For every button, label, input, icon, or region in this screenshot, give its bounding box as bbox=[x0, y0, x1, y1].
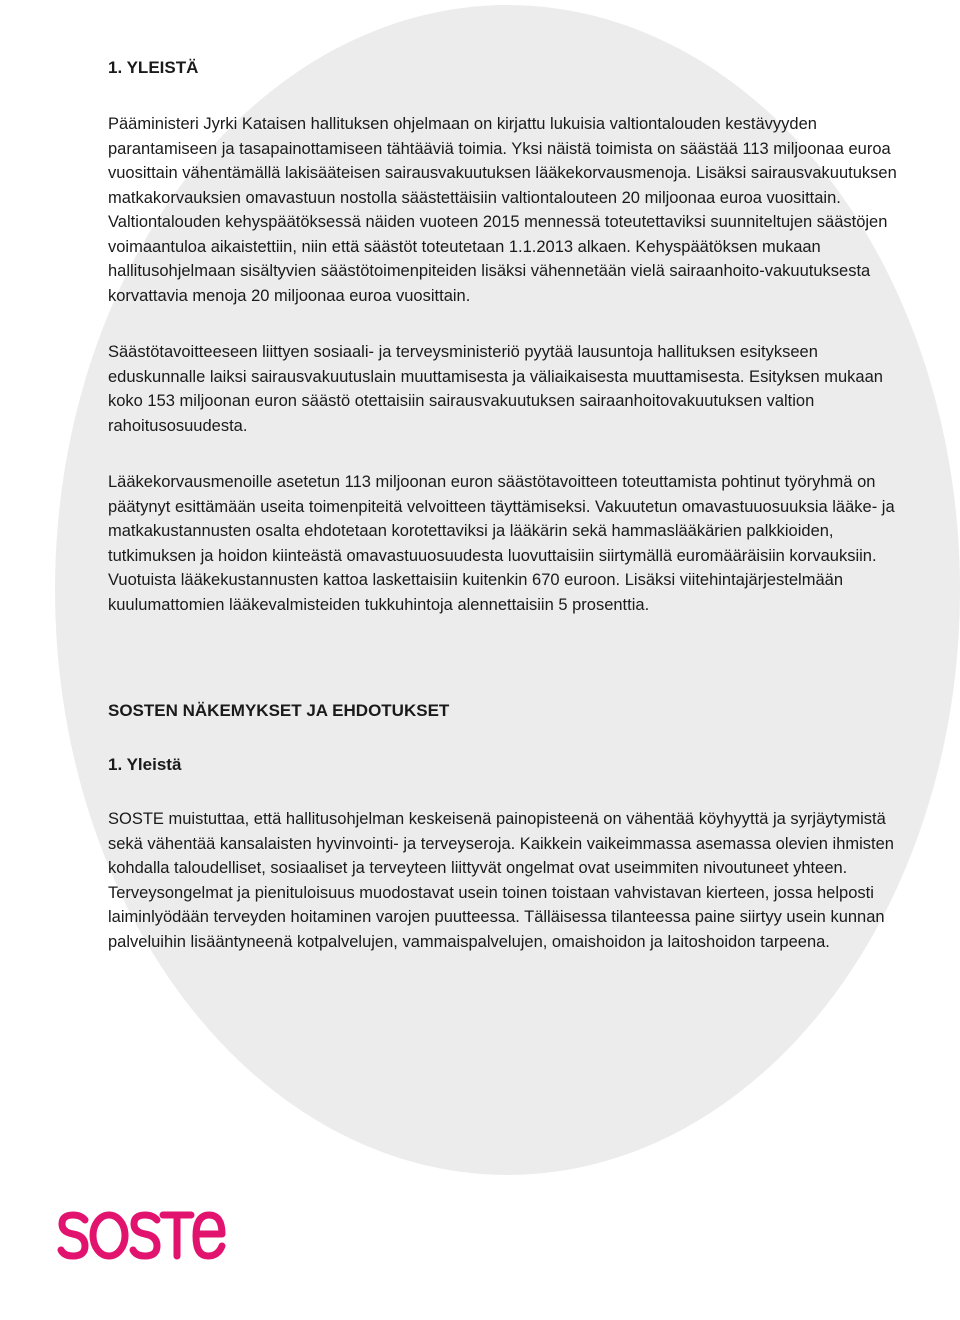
soste-logo bbox=[57, 1210, 227, 1267]
paragraph-savings-target: Säästötavoitteeseen liittyen sosiaali- ja terveysministeriö pyytää lausuntoja hallituksen esitykseen eduskunnalle laiksi sairausvakuutuslain muuttamisesta ja väliaikaisesta muuttamisesta. Esityksen mukaan koko 153 miljoonan euron säästö otettaisiin sairausvakuutuksen sairaanhoitovakuutuksen valtion rahoitusosuudesta. bbox=[108, 343, 883, 435]
paragraph-intro: Pääministeri Jyrki Kataisen hallituksen ohjelmaan on kirjattu lukuisia valtiontalouden kestävyyden parantamiseen ja tasapainottamiseen tähtääviä toimia. Yksi näistä toimista on säästää 113 miljoonaa euroa vuosittain vähentämällä lakisääteisen sairausvakuutuksen lääkekorvausmenoja. Lisäksi sairausvakuutuksen matkakorvauksien omavastuun nostolla säästettäisiin valtiontalouteen 20 miljoonaa euroa vuosittain. Valtiontalouden kehyspäätöksessä näiden vuoteen 2015 mennessä toteutettaviksi suunniteltujen säästöjen voimaantuloa aikaistettiin, niin että säästöt toteutetaan 1.1.2013 alkaen. Kehyspäätöksen mukaan hallitusohjelmaan sisältyvien säästötoimenpiteiden lisäksi vähennetään vielä sairaanhoito-vakuutuksesta korvattavia menoja 20 miljoonaa euroa vuosittain. bbox=[108, 115, 897, 305]
document-body bbox=[108, 56, 908, 954]
subsection-heading-yleista: 1. Yleistä bbox=[108, 755, 182, 774]
section-heading-soste-views: SOSTEN NÄKEMYKSET JA EHDOTUKSET bbox=[108, 701, 450, 720]
soste-logo-mark bbox=[57, 1210, 227, 1262]
paragraph-drug-costs: Lääkekorvausmenoille asetetun 113 miljoonan euron säästötavoitteen toteuttamista pohtinut työryhmä on päätynyt esittämään useita toimenpiteitä velvoitteen täyttämiseksi. Vakuutetun omavastuuosuuksia lääke- ja matkakustannusten osalta ehdotetaan korotettaviksi ja lääkärin sekä hammaslääkärien palkkioiden, tutkimuksen ja hoidon kiinteästä omavastuuosuudesta luovuttaisiin siirtymällä euromääräisiin korvauksiin. Vuotuista lääkekustannusten kattoa laskettaisiin kuitenkin 670 euroon. Lisäksi viitehintajärjestelmään kuulumattomien lääkevalmisteiden tukkuhintoja alennettaisiin 5 prosenttia. bbox=[108, 473, 895, 614]
section-heading-yleista: 1. YLEISTÄ bbox=[108, 58, 199, 77]
paragraph-soste-reminder: SOSTE muistuttaa, että hallitusohjelman keskeisenä painopisteenä on vähentää köyhyyttä ja syrjäytymistä sekä vähentää kansalaisten hyvinvointi- ja terveyseroja. Kaikkein vaikeimmassa asemassa olevien ihmisten kohdalla taloudelliset, sosiaaliset ja terveyteen liittyvät ongelmat ovat useimmiten nivoutuneet yhteen. Terveysongelmat ja pienituloisuus muodostavat usein toinen toistaan vahvistavan kierteen, jossa helposti laiminlyödään terveyden hoitaminen varojen puutteessa. Tälläisessa tilanteessa paine siirtyy usein kunnan palveluihin lisääntyneenä kotpalvelujen, vammaispalvelujen, omaishoidon ja laitoshoidon tarpeena. bbox=[108, 810, 894, 951]
